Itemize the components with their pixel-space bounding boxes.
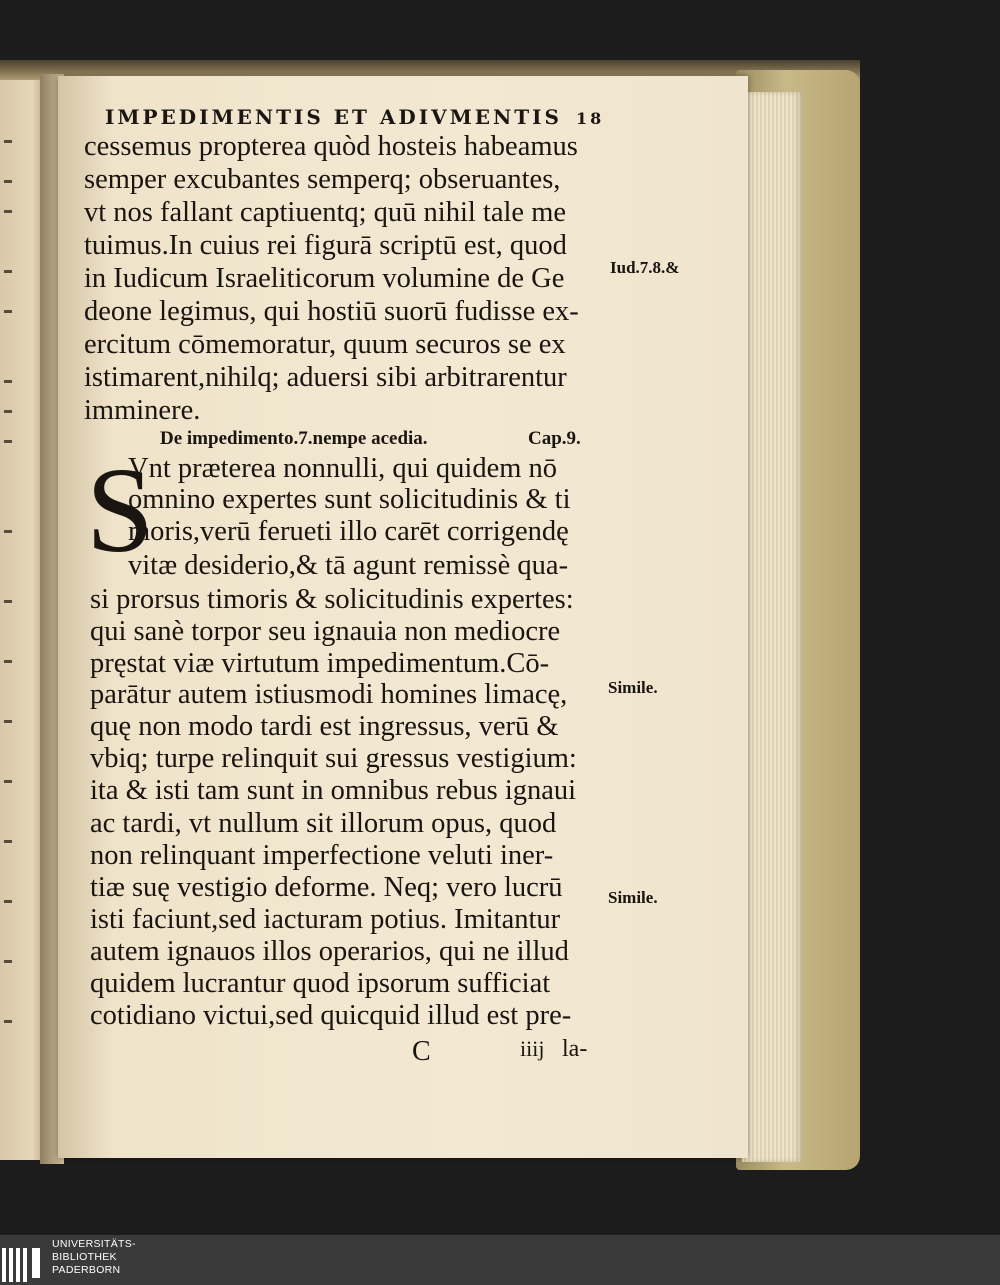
text-line: cessemus propterea quòd hosteis habeamus	[84, 131, 578, 162]
text-line: moris,verū ferueti illo carēt corrigendę	[128, 516, 569, 547]
text-line: non relinquant imperfectione veluti iner-	[90, 840, 554, 871]
library-logo-icon	[2, 1238, 46, 1282]
text-line: qui sanè torpor seu ignauia non mediocre	[90, 616, 561, 647]
text-line: vbiq; turpe relinquit sui gressus vestigium:	[90, 743, 577, 774]
drop-cap: S	[86, 443, 154, 578]
text-line: semper excubantes semperq; obseruantes,	[84, 164, 561, 195]
running-header	[105, 105, 605, 129]
catchword: la-	[562, 1036, 588, 1062]
text-line: imminere.	[84, 395, 201, 426]
text-line: deone legimus, qui hostiū suorū fudisse ex-	[84, 296, 579, 327]
library-name-line: BIBLIOTHEK	[52, 1251, 117, 1263]
library-name-line: PADERBORN	[52, 1264, 121, 1276]
margin-note-simile: Simile.	[608, 888, 658, 907]
library-name-line: UNIVERSITÄTS-	[52, 1238, 136, 1250]
text-line: Vnt præterea nonnulli, qui quidem nō	[128, 453, 558, 484]
page-number: 18	[575, 109, 605, 128]
text-line: ac tardi, vt nullum sit illorum opus, quod	[90, 808, 557, 839]
chapter-number: Cap.9.	[528, 428, 581, 449]
text-line: ercitum cōmemoratur, quum securos se ex	[84, 329, 566, 360]
margin-note-reference: Iud.7.8.&	[610, 258, 680, 277]
chapter-heading: De impedimento.7.nempe acedia.	[160, 428, 428, 449]
signature-mark: C	[412, 1036, 431, 1067]
text-line: ita & isti tam sunt in omnibus rebus ignaui	[90, 775, 577, 806]
text-line: omnino expertes sunt solicitudinis & ti	[128, 484, 571, 515]
text-line: parātur autem istiusmodi homines limacę,	[90, 679, 568, 710]
text-line: tuimus.In cuius rei figurā scriptū est, quod	[84, 230, 567, 261]
running-title: IMPEDIMENTIS ET ADIVMENTIS	[105, 105, 562, 129]
text-line: vt nos fallant captiuentq; quū nihil tale me	[84, 197, 567, 228]
text-line: tiæ suę vestigio deforme. Neq; vero lucrū	[90, 872, 563, 903]
footer-bar	[0, 1235, 1000, 1285]
text-line: pręstat viæ virtutum impedimentum.Cō-	[90, 648, 550, 679]
text-line: quę non modo tardi est ingressus, verū &	[90, 711, 559, 742]
text-line: istimarent,nihilq; aduersi sibi arbitrarentur	[84, 362, 567, 393]
margin-note-simile: Simile.	[608, 678, 658, 697]
library-name	[52, 1238, 136, 1277]
text-line: autem ignauos illos operarios, qui ne illud	[90, 936, 569, 967]
text-line: si prorsus timoris & solicitudinis expertes:	[90, 584, 574, 615]
text-line: cotidiano victui,sed quicquid illud est pre-	[90, 1000, 572, 1031]
text-line: in Iudicum Israeliticorum volumine de Ge	[84, 263, 565, 294]
text-line: quidem lucrantur quod ipsorum sufficiat	[90, 968, 551, 999]
page-stack-edge	[742, 92, 802, 1162]
text-line: vitæ desiderio,& tā agunt remissè qua-	[128, 550, 569, 581]
text-line: isti faciunt,sed iacturam potius. Imitantur	[90, 904, 561, 935]
signature-number: iiij	[520, 1036, 545, 1061]
